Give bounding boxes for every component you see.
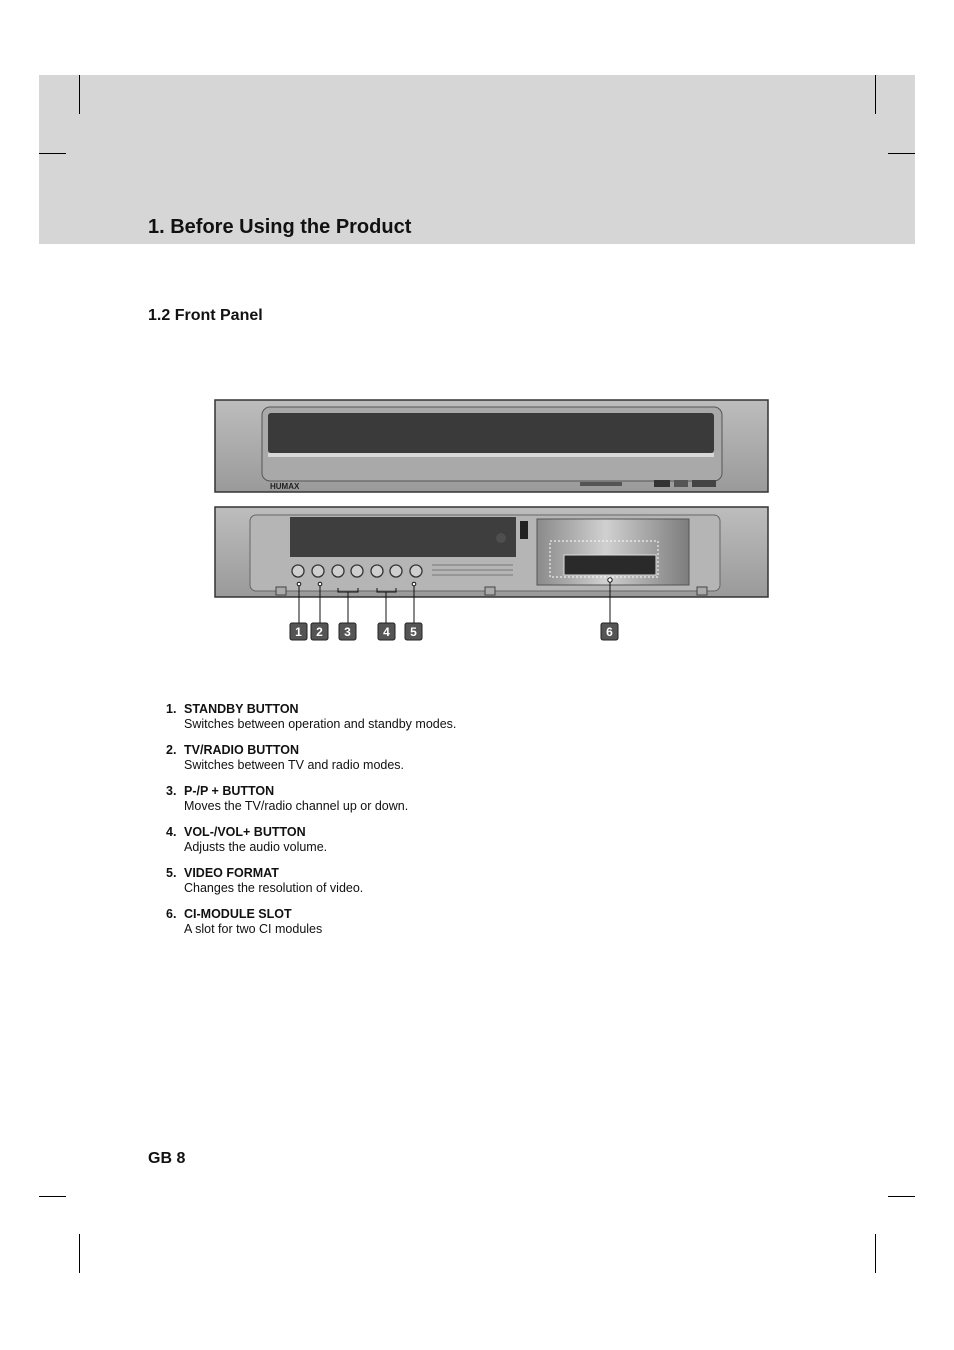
item-description: Switches between operation and standby modes. xyxy=(184,717,457,731)
item-number: 1. xyxy=(166,702,177,716)
item-name: VIDEO FORMAT xyxy=(184,866,279,880)
list-item xyxy=(166,743,456,784)
callout-badge-3 xyxy=(339,623,356,640)
crop-mark xyxy=(79,75,80,114)
standby-button xyxy=(292,565,304,577)
item-number: 3. xyxy=(166,784,177,798)
item-name: STANDBY BUTTON xyxy=(184,702,299,716)
svg-text:1: 1 xyxy=(295,625,302,639)
item-description: Adjusts the audio volume. xyxy=(184,840,328,854)
crop-mark xyxy=(79,1234,80,1273)
svg-text:4: 4 xyxy=(383,625,390,639)
crop-mark xyxy=(875,75,876,114)
item-name: CI-MODULE SLOT xyxy=(184,907,292,921)
volume-down-button xyxy=(371,565,383,577)
panel-closed-view xyxy=(215,400,768,492)
callout-badges xyxy=(290,623,618,640)
svg-text:5: 5 xyxy=(410,625,417,639)
section-title: 1.2 Front Panel xyxy=(148,307,263,324)
item-name: P-/P + BUTTON xyxy=(184,784,275,798)
callout-badge-5 xyxy=(405,623,422,640)
item-description: Switches between TV and radio modes. xyxy=(184,758,405,772)
item-description: A slot for two CI modules xyxy=(184,922,323,936)
channel-down-button xyxy=(332,565,344,577)
crop-mark xyxy=(875,1234,876,1273)
list-item xyxy=(166,702,456,743)
item-name: VOL-/VOL+ BUTTON xyxy=(184,825,306,839)
item-description: Changes the resolution of video. xyxy=(184,881,364,895)
brand-logo: HUMAX xyxy=(270,482,300,491)
crop-mark xyxy=(39,1196,66,1197)
video-format-button xyxy=(410,565,422,577)
list-item xyxy=(166,907,456,948)
callout-badge-1 xyxy=(290,623,307,640)
tv-radio-button xyxy=(312,565,324,577)
svg-text:6: 6 xyxy=(606,625,613,639)
feature-list xyxy=(166,702,456,948)
list-item xyxy=(166,825,456,866)
svg-text:2: 2 xyxy=(316,625,323,639)
channel-up-button xyxy=(351,565,363,577)
list-item xyxy=(166,784,456,825)
crop-mark xyxy=(888,153,915,154)
front-panel-figure xyxy=(210,395,776,655)
crop-mark xyxy=(888,1196,915,1197)
page-number: GB 8 xyxy=(148,1150,186,1167)
crop-mark xyxy=(39,153,66,154)
chapter-title: 1. Before Using the Product xyxy=(148,216,412,238)
list-item xyxy=(166,866,456,907)
item-number: 6. xyxy=(166,907,177,921)
item-description: Moves the TV/radio channel up or down. xyxy=(184,799,409,813)
svg-text:3: 3 xyxy=(344,625,351,639)
callout-badge-2 xyxy=(311,623,328,640)
callout-badge-4 xyxy=(378,623,395,640)
item-number: 4. xyxy=(166,825,177,839)
callout-badge-6 xyxy=(601,623,618,640)
volume-up-button xyxy=(390,565,402,577)
item-number: 5. xyxy=(166,866,177,880)
item-number: 2. xyxy=(166,743,177,757)
item-name: TV/RADIO BUTTON xyxy=(184,743,300,757)
